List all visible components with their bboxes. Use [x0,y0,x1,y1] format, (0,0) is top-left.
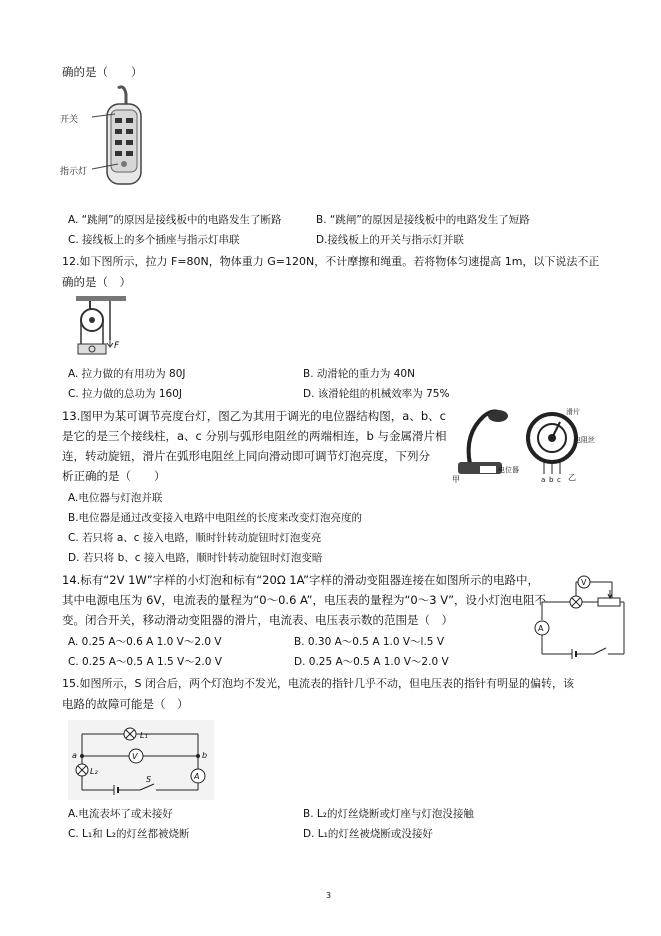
q12-stem-line1: 12.如下图所示，拉力 F=80N，物体重力 G=120N，不计摩擦和绳重。若将物体匀速提高 1m，以下说法不正 [62,255,600,268]
q14-stem-line2: 其中电源电压为 6V，电流表的量程为“0～0.6 A”，电压表的量程为“0～3 V”，设小灯泡电阻不 [62,593,547,607]
label-indicator: 指示灯 [60,167,88,177]
label-a: a [541,476,546,484]
q11-power-strip-figure [60,84,160,190]
q13-option-b: B.电位器是通过改变接入电路中电阻丝的长度来改变灯泡亮度的 [68,512,363,524]
label-wire: 电阻丝 [574,436,595,444]
meter-V: V [581,578,587,587]
q15-stem-line2: 电路的故障可能是（ ） [62,697,189,711]
label-b: b [549,476,554,484]
q15-stem-line1: 15.如图所示，S 闭合后，两个灯泡均不发光，电流表的指针几乎不动，但电压表的指针有明显的偏转，该 [62,677,574,690]
q11-option-d: D.接线板上的开关与指示灯并联 [316,234,464,246]
q13-stem-line3: 连，转动旋钮，滑片在弧形电阻丝上同向滑动即可调节灯泡亮度，下列分 [62,449,430,463]
label-S: S [146,775,152,784]
label-potentiometer: 电位器 [498,466,519,474]
label-L2: L₂ [90,767,98,776]
label-a: a [72,751,77,760]
label-A: A [194,772,200,781]
q15-option-a: A.电流表坏了或未接好 [68,808,173,820]
q12-option-c: C. 拉力做的总功为 160J [68,388,182,400]
q12-option-b: B. 动滑轮的重力为 40N [303,368,415,380]
q14-option-d: D. 0.25 A～0.5 A 1.0 V～2.0 V [294,656,449,668]
q13-stem-line1: 13.图甲为某可调节亮度台灯，图乙为其用于调光的电位器结构图，a、b、c [62,409,446,423]
label-jia: 甲 [452,475,460,484]
q14-stem-line1: 14.标有“2V 1W”字样的小灯泡和标有“20Ω 1A”字样的滑动变阻器连接在如图所示的电路中， [62,573,539,587]
q14-option-a: A. 0.25 A～0.6 A 1.0 V～2.0 V [68,636,222,648]
q12-option-a: A. 拉力做的有用功为 80J [68,368,186,380]
label-b: b [202,751,208,760]
q15-option-b: B. L₂的灯丝烧断或灯座与灯泡没接触 [303,808,474,820]
q13-lamp-potentiometer-figure [450,402,600,484]
q15-circuit-figure [68,720,214,800]
q11-option-a: A. “跳闸”的原因是接线板中的电路发生了断路 [68,214,282,226]
q13-stem-line2: 是它的是三个接线柱，a、c 分别与弧形电阻丝的两端相连，b 与金属滑片相 [62,429,447,443]
q14-option-b: B. 0.30 A～0.5 A 1.0 V～l.5 V [294,636,445,648]
label-V: V [132,752,138,761]
meter-A: A [538,624,544,633]
page-number: 3 [326,891,332,900]
q12-pulley-figure [70,296,150,356]
q12-option-d: D. 该滑轮组的机械效率为 75% [303,388,450,400]
label-F: F [114,341,120,351]
q14-option-c: C. 0.25 A～0.5 A 1.5 V～2.0 V [68,656,222,668]
q11-option-b: B. “跳闸”的原因是接线板中的电路发生了短路 [316,214,530,226]
q12-stem-line2: 确的是（ ） [62,275,131,289]
q13-option-c: C. 若只将 a、c 接入电路，顺时针转动旋钮时灯泡变亮 [68,532,322,544]
q11-stem-tail: 确的是（ ） [62,65,143,79]
q15-option-d: D. L₁的灯丝被烧断或没接好 [303,828,433,840]
q13-option-d: D. 若只将 b、c 接入电路，顺时针转动旋钮时灯泡变暗 [68,552,323,564]
q13-stem-line4: 析正确的是（ ） [62,469,166,483]
q15-option-c: C. L₁和 L₂的灯丝都被烧断 [68,828,190,840]
label-c: c [557,476,561,484]
label-L1: L₁ [140,731,148,740]
label-slider: 滑片 [566,408,580,416]
q14-stem-line3: 变。闭合开关，移动滑动变阻器的滑片，电流表、电压表示数的范围是（ ） [62,613,453,627]
label-yi: 乙 [568,473,576,482]
q13-option-a: A.电位器与灯泡并联 [68,492,163,504]
label-switch: 开关 [60,115,79,125]
q11-option-c: C. 接线板上的多个插座与指示灯串联 [68,234,240,246]
q14-circuit-figure [528,572,628,662]
